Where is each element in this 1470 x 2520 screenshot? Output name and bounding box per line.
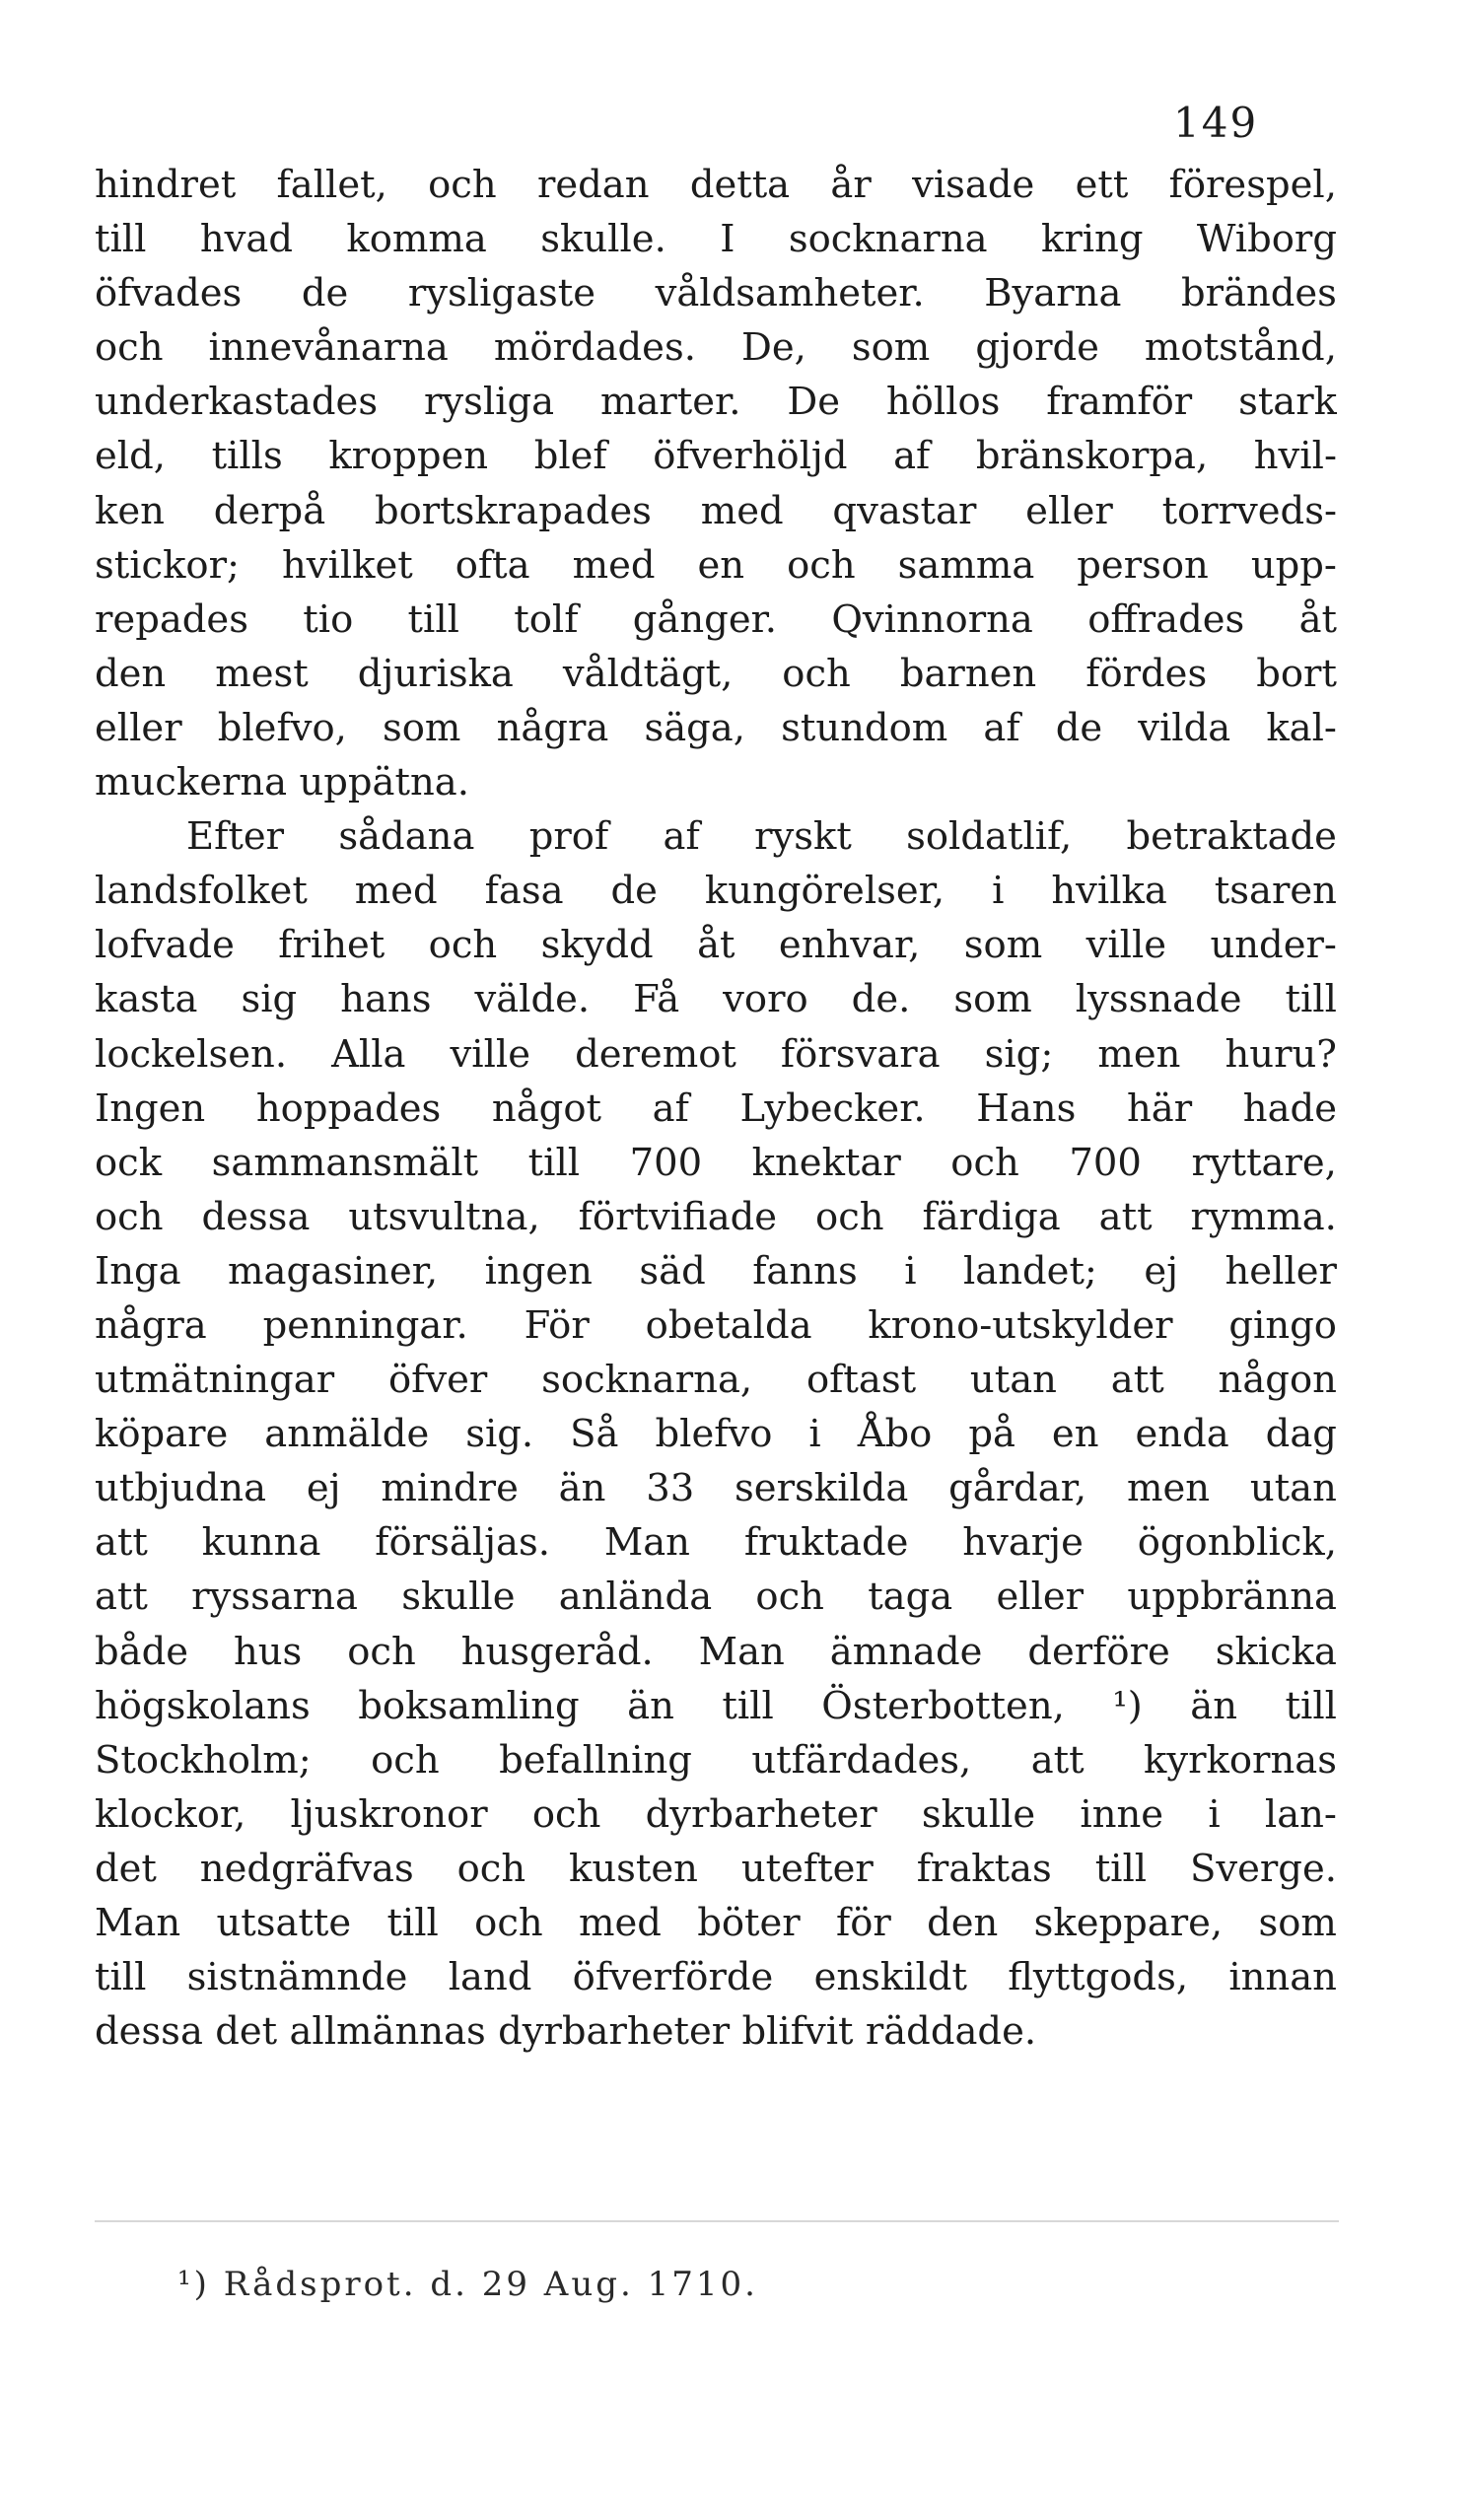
text-line: repades tio till tolf gånger. Qvinnorna offrades åt [95, 596, 1337, 642]
text-line: muckerna uppätna. [95, 760, 469, 805]
footnote-divider [95, 2220, 1339, 2222]
text-line: till sistnämnde land öfverförde enskildt flyttgods, innan [95, 1955, 1337, 2000]
text-line: utmätningar öfver socknarna, oftast utan att någon [95, 1358, 1337, 1403]
text-line: Ingen hoppades något af Lybecker. Hans här hade [95, 1085, 1337, 1131]
text-line: att ryssarna skulle anlända och taga eller uppbränna [95, 1575, 1337, 1620]
text-line: några penningar. För obetalda krono-utskylder gingo [95, 1302, 1337, 1348]
text-line: underkastades rysliga marter. De höllos framför stark [95, 380, 1337, 425]
text-line: och innevånarna mördades. De, som gjorde motstånd, [95, 325, 1337, 371]
text-line: Man utsatte till och med böter för den skeppare, som [95, 1901, 1337, 1945]
text-line: till hvad komma skulle. I socknarna kring Wiborg [95, 217, 1337, 262]
page-number: 149 [1173, 99, 1259, 147]
text-line: öfvades de rysligaste våldsamheter. Byarna brändes [95, 271, 1337, 316]
text-line: både hus och husgeråd. Man ämnade derföre skicka [95, 1629, 1337, 1674]
text-line: Efter sådana prof af ryskt soldatlif, betraktade [186, 814, 1337, 860]
text-line: lockelsen. Alla ville deremot försvara sig; men huru? [95, 1031, 1337, 1077]
text-line: det nedgräfvas och kusten utefter fraktas till Sverge. [95, 1846, 1337, 1891]
body-text [95, 158, 1337, 2059]
text-line: ken derpå bortskrapades med qvastar eller torrveds- [95, 488, 1337, 533]
text-line: stickor; hvilket ofta med en och samma person upp- [95, 542, 1337, 588]
text-line: kasta sig hans välde. Få voro de. som lyssnade till [95, 977, 1337, 1022]
text-line: Inga magasiner, ingen säd fanns i landet; ej heller [95, 1248, 1337, 1294]
text-line: den mest djuriska våldtägt, och barnen fördes bort [95, 651, 1337, 696]
text-line: eller blefvo, som några säga, stundom af de vilda kal- [95, 705, 1337, 750]
text-line: lofvade frihet och skydd åt enhvar, som ville under- [95, 923, 1337, 968]
text-line: Stockholm; och befallning utfärdades, att kyrkornas [95, 1737, 1337, 1783]
text-line: landsfolket med fasa de kungörelser, i hvilka tsaren [95, 869, 1337, 914]
text-line: klockor, ljuskronor och dyrbarheter skulle inne i lan- [95, 1791, 1337, 1837]
text-line: eld, tills kroppen blef öfverhöljd af bränskorpa, hvil- [95, 434, 1337, 479]
text-line: och dessa utsvultna, förtvifiade och färdiga att rymma. [95, 1194, 1337, 1239]
text-line: köpare anmälde sig. Så blefvo i Åbo på en enda dag [95, 1412, 1337, 1457]
text-line: dessa det allmännas dyrbarheter blifvit räddade. [95, 2009, 1037, 2055]
text-line: att kunna försäljas. Man fruktade hvarje ögonblick, [95, 1520, 1337, 1566]
text-line: ock sammansmält till 700 knektar och 700 ryttare, [95, 1140, 1337, 1185]
text-line: utbjudna ej mindre än 33 serskilda gårdar, men utan [95, 1466, 1337, 1511]
text-line: högskolans boksamling än till Österbotten, ¹) än till [95, 1683, 1337, 1728]
footnote: ¹) Rådsprot. d. 29 Aug. 1710. [177, 2265, 758, 2304]
text-line: hindret fallet, och redan detta år visade ett förespel, [95, 163, 1337, 207]
